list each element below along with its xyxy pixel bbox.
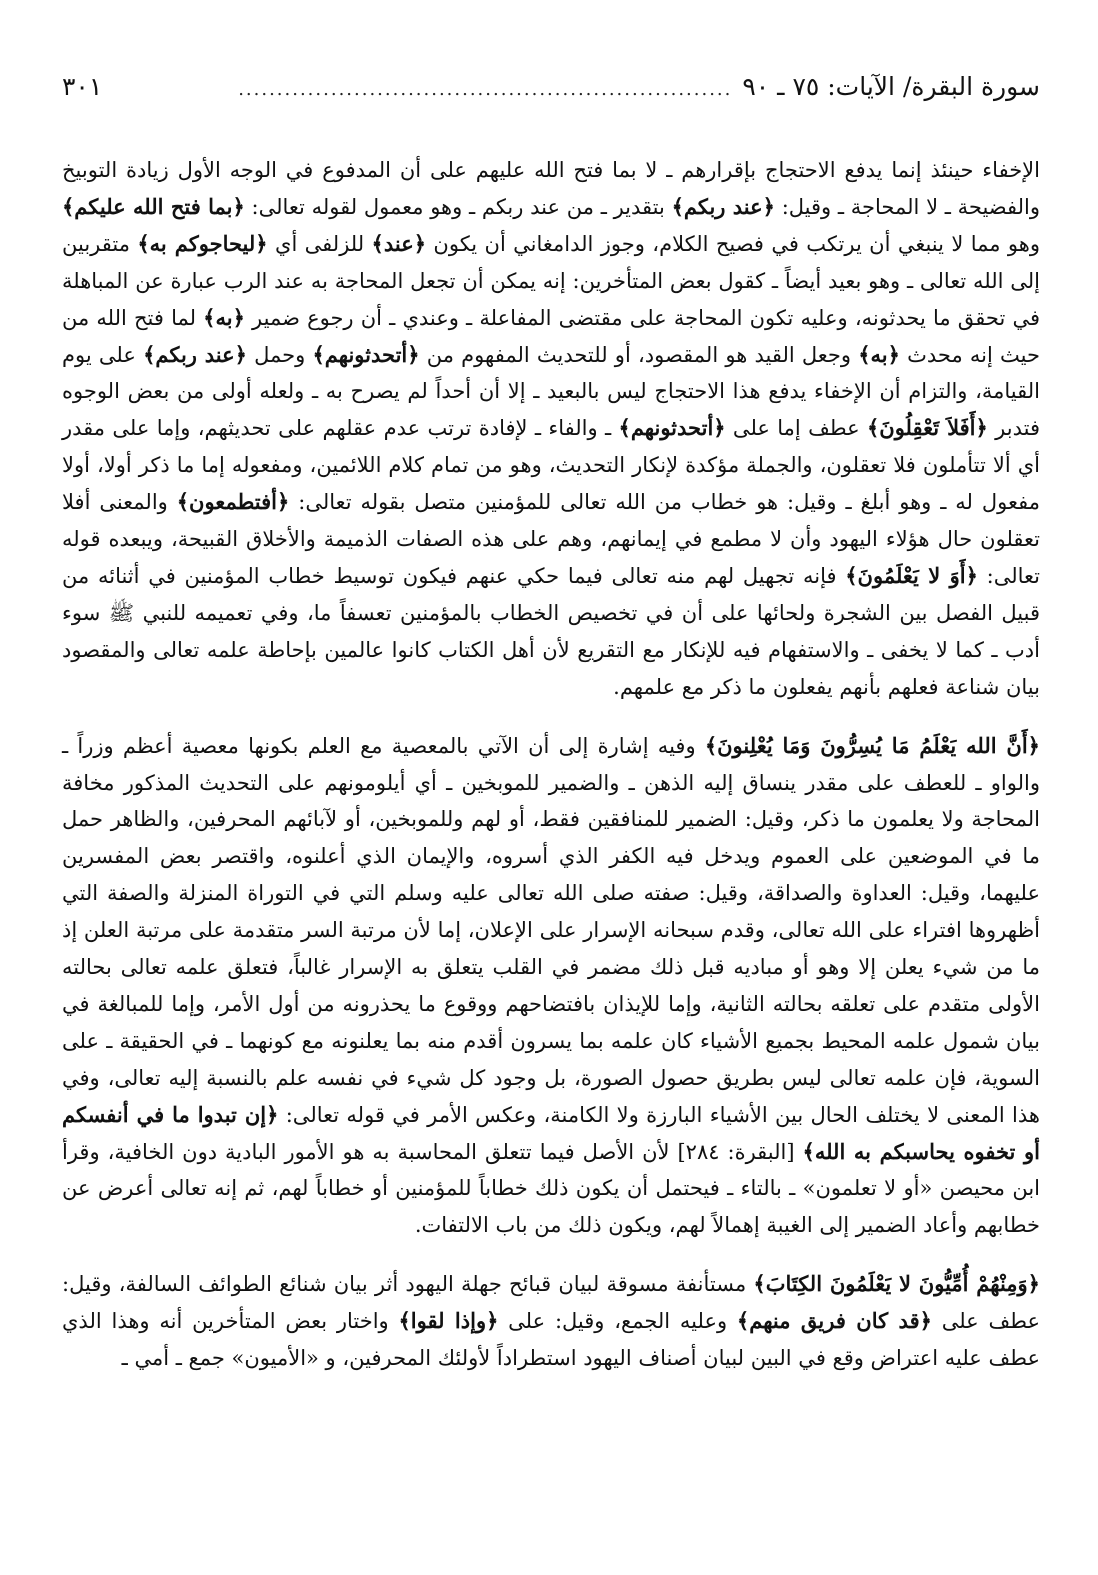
commentary-text: لما فتح الله من حيث إنه محدث [62, 305, 1040, 367]
commentary-text: ـ والفاء ـ لإفادة ترتب عدم عقلهم على تحديثهم، وإما على مقدر أي ألا تتأملون فلا تعقلون، والجملة مؤكدة لإنكار التحديث، وهو من تمام كلام اللائمين، ومفعوله إما ما ذكر أولا، أولا مفعول له ـ وهو أبلغ ـ وقيل: هو خطاب من الله تعالى للمؤمنين متصل بقوله تعالى: [62, 416, 1040, 515]
commentary-text: وهو مما لا ينبغي أن يرتكب في فصيح الكلام، وجوز الدامغاني أن يكون [426, 231, 1040, 256]
quran-quote: ﴿به﴾ [203, 304, 245, 330]
commentary-text: وجعل القيد هو المقصود، أو للتحديث المفهوم من [419, 342, 859, 367]
quran-quote: ﴿أتحدثونهم﴾ [618, 415, 726, 441]
quran-quote: ﴿به﴾ [858, 341, 900, 367]
commentary-paragraph [62, 728, 1040, 1245]
commentary-text: مستأنفة مسوقة لبيان قبائح جهلة اليهود أثر بيان شنائع الطوائف السالفة، وقيل: عطف على [62, 1272, 1040, 1334]
quran-quote: ﴿أَوَ لا يَعْلَمُونَ﴾ [845, 562, 978, 588]
header-dot-leader: ................................................................ [238, 79, 733, 100]
commentary-text: عطف إما على [725, 416, 867, 441]
commentary-text: متقربين إلى الله تعالى ـ وهو بعيد أيضاً ـ كقول بعض المتأخرين: إنه يمكن أن تجعل المحاجة به عند الرب عبارة عن المباهلة في تحقق ما يحدثونه، وعليه تكون المحاجة على مقتضى المفاعلة ـ وعندي ـ أن رجوع ضمير [62, 231, 1040, 330]
commentary-text: الإخفاء حينئذ إنما يدفع الاحتجاج بإقرارهم ـ لا بما فتح الله عليهم على أن المدفوع في الوجه الأول زيادة التوبيخ والفضيحة ـ لا المحاجة ـ وقيل: [62, 158, 1040, 219]
quran-quote: ﴿قد كان فريق منهم﴾ [736, 1308, 932, 1334]
quran-quote: ﴿عند ربكم﴾ [671, 193, 775, 219]
quran-quote: ﴿إن تبدوا ما في أنفسكم أو تخفوه يحاسبكم به الله﴾ [62, 1101, 1040, 1164]
commentary-text: وعليه الجمع، وقيل: على [498, 1309, 737, 1334]
quran-quote: ﴿أَفَلاَ تَعْقِلُونَ﴾ [866, 415, 988, 441]
commentary-text: للزلفى أي [267, 231, 372, 256]
commentary-text: وفيه إشارة إلى أن الآتي بالمعصية مع العلم بكونها معصية أعظم وزراً ـ والواو ـ للعطف على مقدر ينساق إليه الذهن ـ والضمير للموبخين ـ أي أيلومونهم على التحديث المذكور مخافة المحاجة ولا يعلمون ما ذكر، وقيل: الضمير للمنافقين فقط، أو لهم وللموبخين، أو لآبائهم المحرفين، والظاهر حمل ما في الموضعين على العموم ويدخل فيه الكفر الذي أسروه، والإيمان الذي أعلنوه، واقتصر بعض المفسرين عليهما، وقيل: العداوة والصداقة، وقيل: صفته صلى الله تعالى عليه وسلم التي في التوراة المنزلة والصفة التي أظهروها افتراء على الله تعالى، وقدم سبحانه الإسرار على الإعلان، إما لأن مرتبة السر متقدمة على مرتبة العلن إذ ما من شيء يعلن إلا وهو أو مباديه قبل ذلك مضمر في القلب يتعلق به الإسرار غالباً، فتعلق علمه تعالى بحالته الأولى متقدم على تعلقه بحالته الثانية، وإما للإيذان بافتضاحهم ووقوع ما يحذرونه من أول الأمر، وإما للمبالغة في بيان شمول علمه المحيط بجميع الأشياء كان علمه بما يسرون أقدم منه بما يعلنونه مع كونهما ـ في الحقيقة ـ على السوية، فإن علمه تعالى ليس بطريق حصول الصورة، بل وجود كل شيء في نفسه علم بالنسبة إليه تعالى، وفي هذا المعنى لا يختلف الحال بين الأشياء البارزة ولا الكامنة، وعكس الأمر في قوله تعالى: [62, 733, 1040, 1127]
commentary-paragraph [62, 152, 1040, 706]
quran-quote: ﴿أفتطمعون﴾ [176, 489, 290, 515]
commentary-text: [البقرة: ٢٨٤] لأن الأصل فيما تتعلق المحاسبة به هو الأمور البادية دون الخافية، وقرأ ابن محيصن «أو لا تعلمون» ـ بالتاء ـ فيحتمل أن يكون ذلك خطاباً للمؤمنين أو خطاباً لهم، ثم إنه تعالى أعرض عن خطابهم وأعاد الضمير إلى الغيبة إهمالاً لهم، ويكون ذلك من باب الالتفات. [62, 1139, 1040, 1238]
quran-quote: ﴿عند ربكم﴾ [143, 341, 247, 367]
quran-quote: ﴿بما فتح الله عليكم﴾ [62, 193, 245, 219]
commentary-text: والمعنى أفلا تعقلون حال هؤلاء اليهود وأن لا مطمع في إيمانهم، وهم على هذه الصفات الذميمة والأخلاق القبيحة، ويبعده قوله تعالى: [62, 490, 1040, 588]
commentary-text: فإنه تجهيل لهم منه تعالى فيما حكي عنهم فيكون توسيط خطاب المؤمنين في أثنائه من قبيل الفصل بين الشجرة ولحائها على أن في تخصيص الخطاب بالمؤمنين تعسفاً ما، وفي تعميمه للنبي ﷺ سوء أدب ـ كما لا يخفى ـ والاستفهام فيه للإنكار مع التقريع لأن أهل الكتاب كانوا عالمين بإحاطة علمه تعالى والمقصود بيان شناعة فعلهم بأنهم يفعلون ما ذكر مع علمهم. [62, 563, 1040, 699]
commentary-text: واختار بعض المتأخرين أنه وهذا الذي عطف عليه اعتراض وقع في البين لبيان أصناف اليهود استطراداً لأولئك المحرفين، و «الأميون» جمع ـ أمي ـ [62, 1309, 1040, 1371]
page-body [62, 152, 1040, 1377]
quran-quote: ﴿أتحدثونهم﴾ [312, 341, 420, 367]
quran-quote: ﴿وإذا لقوا﴾ [398, 1308, 499, 1334]
quran-quote: ﴿أَنَّ الله يَعْلَمُ مَا يُسِرُّونَ وَمَا يُعْلِنونَ﴾ [704, 732, 1040, 758]
running-header [62, 70, 1040, 106]
quran-quote: ﴿عند﴾ [371, 230, 427, 256]
running-title: سورة البقرة/ الآيات: ٧٥ ـ ٩٠ [742, 72, 1040, 101]
quran-quote: ﴿ليحاجوكم به﴾ [137, 230, 268, 256]
commentary-text: على يوم القيامة، والتزام أن الإخفاء يدفع هذا الاحتجاج ليس بالبعيد ـ إلا أن أحداً لم يصرح به ـ ولعله أولى من بعض الوجوه فتدبر [62, 342, 1040, 441]
commentary-paragraph [62, 1266, 1040, 1377]
page-number: ٣٠١ [62, 72, 103, 101]
commentary-text: وحمل [246, 342, 313, 367]
quran-quote: ﴿وَمِنْهُمْ أُمِّيُّونَ لا يَعْلَمُونَ الكِتَابَ﴾ [753, 1271, 1040, 1297]
commentary-text: بتقدير ـ من عند ربكم ـ وهو معمول لقوله تعالى: [244, 194, 672, 219]
